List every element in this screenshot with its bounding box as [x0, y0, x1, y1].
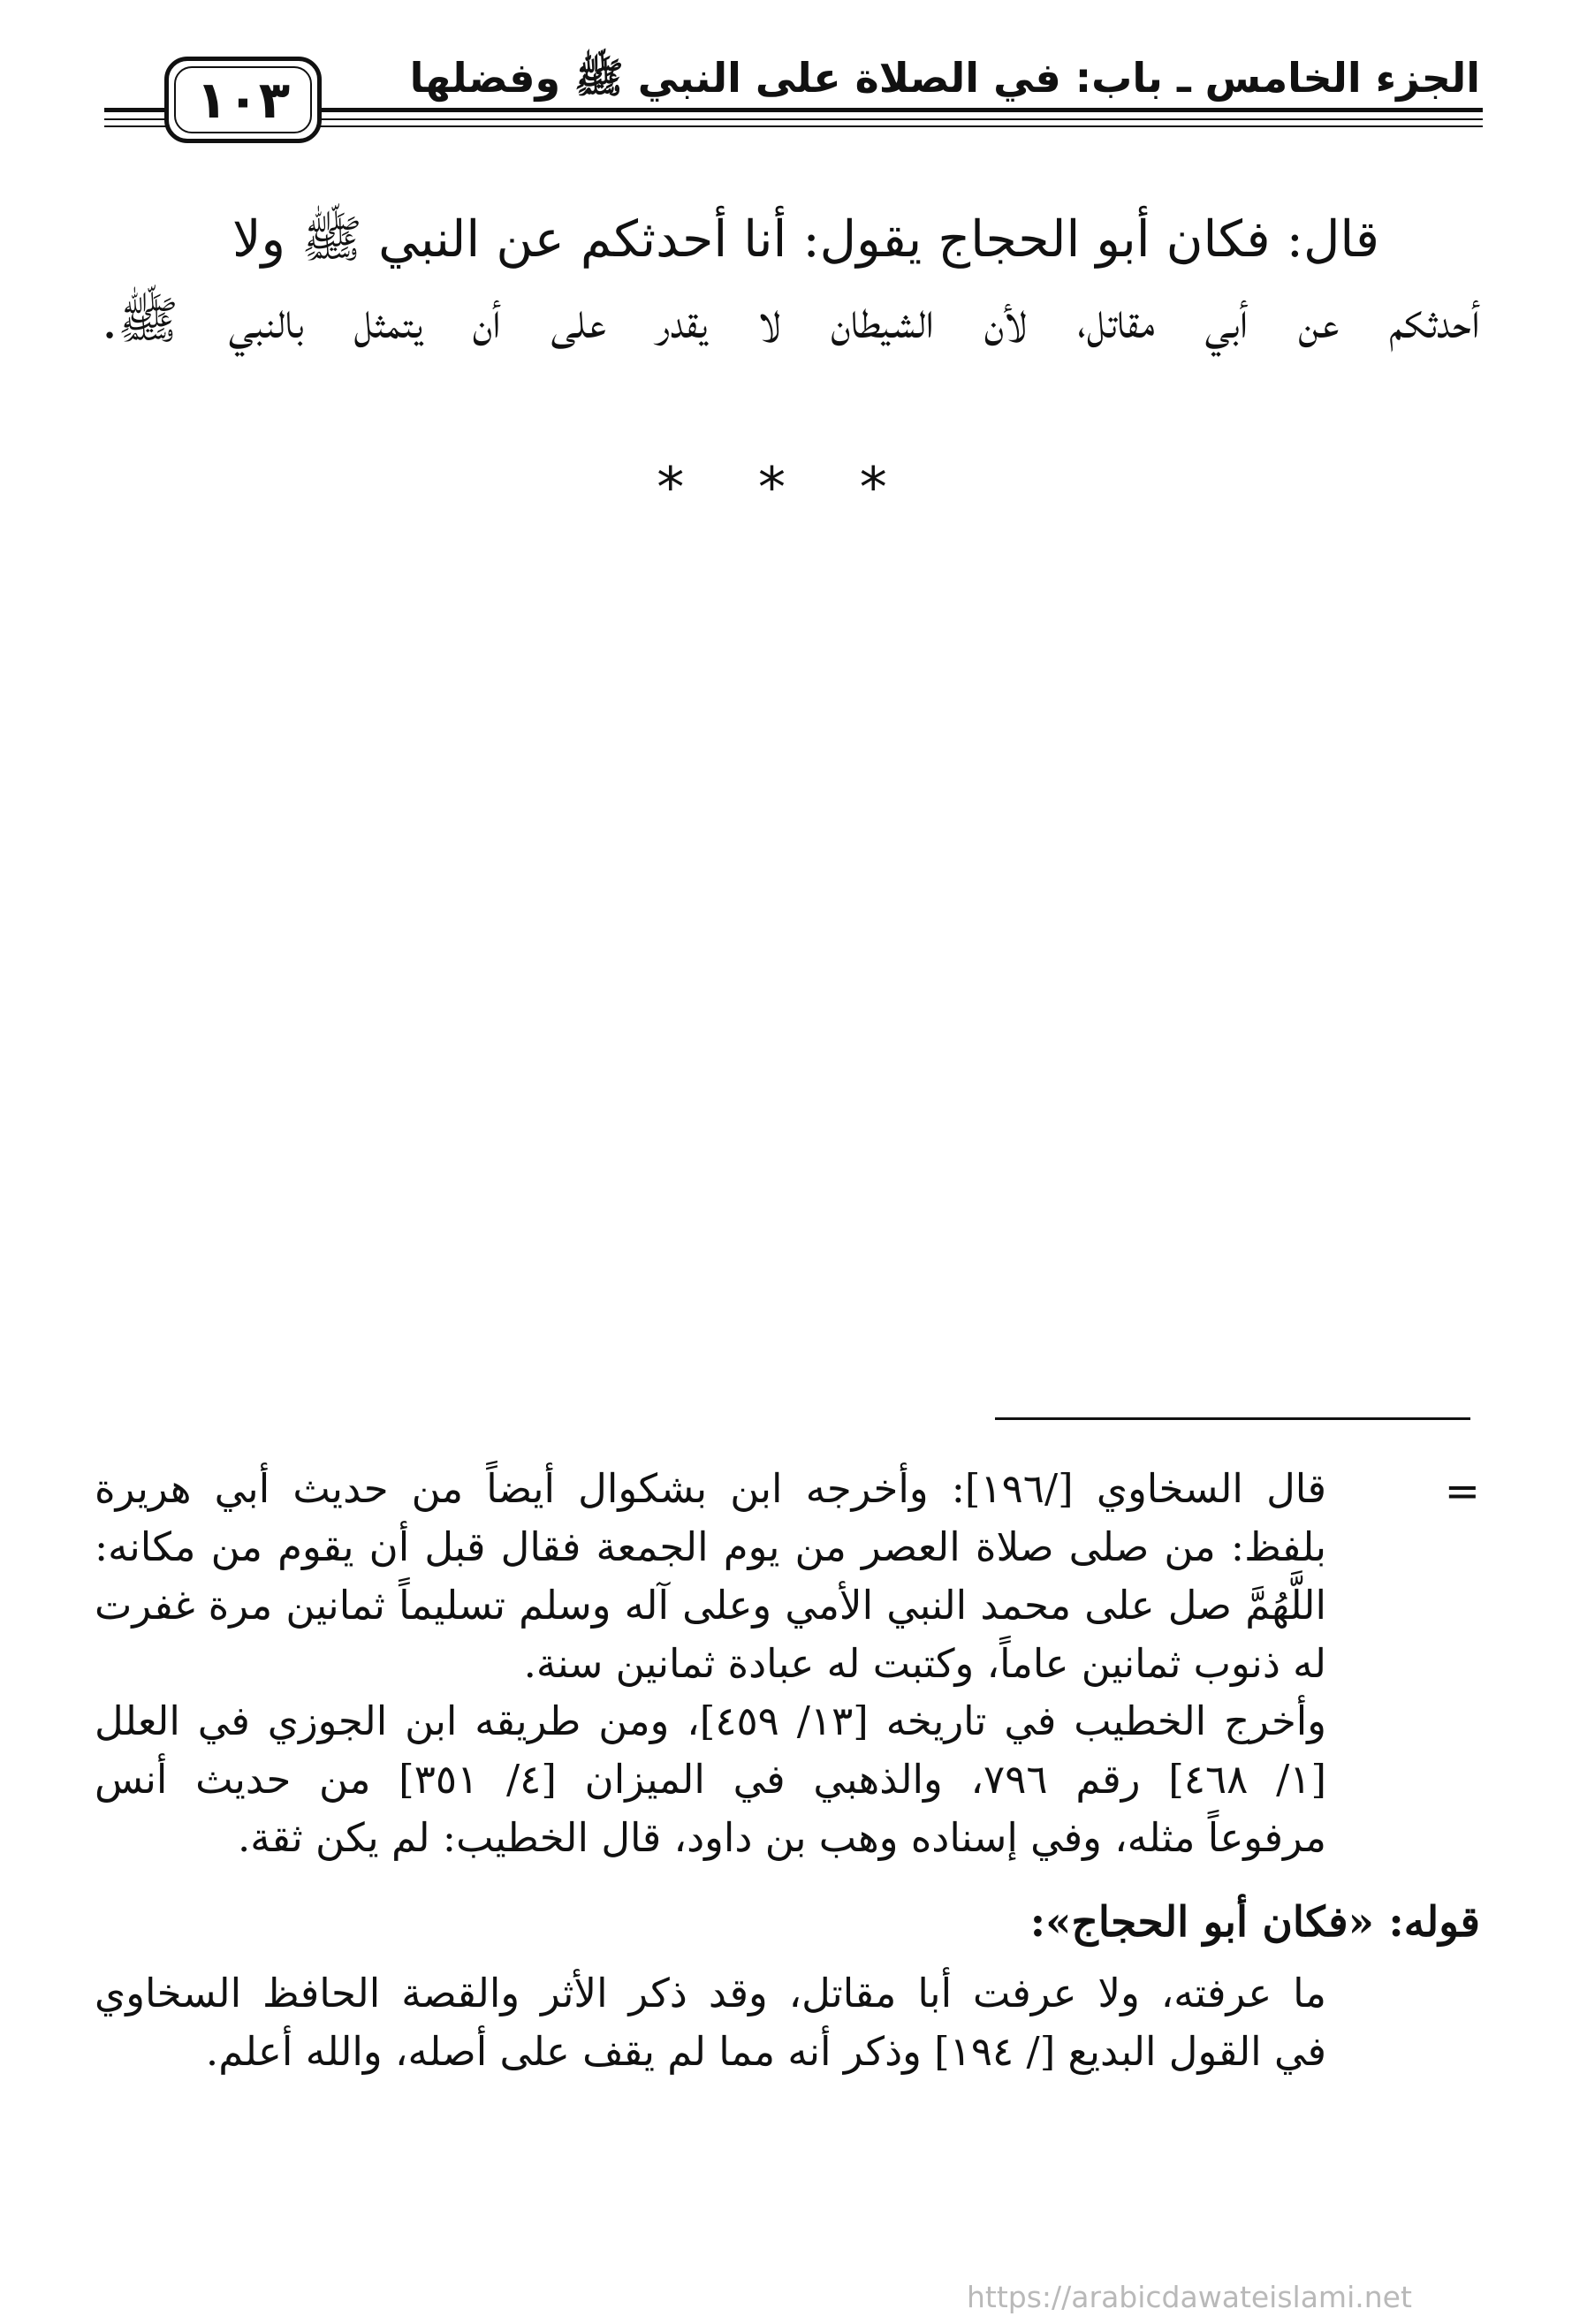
footnote-line: مرفوعاً مثله، وفي إسناده وهب بن داود، قال الخطيب: لم يكن ثقة.: [238, 1814, 1326, 1861]
comment-line: ما عرفته، ولا عرفت أبا مقاتل، وقد ذكر الأثر والقصة الحافظ السخاوي: [95, 1970, 1326, 2016]
footnote-separator: [995, 1417, 1470, 1420]
footnote-line: قال السخاوي [/١٩٦]: وأخرجه ابن بشكوال أيضاً من حديث أبي هريرة: [95, 1465, 1327, 1512]
footnote-line: اللَّهُمَّ صل على محمد النبي الأمي وعلى آله وسلم تسليماً ثمانين مرة غفرت: [95, 1582, 1326, 1629]
footnote-line: بلفظ: من صلى صلاة العصر من يوم الجمعة فقال قبل أن يقوم من مكانه:: [95, 1523, 1326, 1570]
main-text-line-1: قال: فكان أبو الحجاج يقول: أنا أحدثكم عن النبي ﷺ ولا: [232, 210, 1379, 269]
watermark-url: https://arabicdawateislami.net: [967, 2280, 1412, 2314]
comment-line: في القول البديع [/ ١٩٤] وذكر أنه مما لم يقف على أصله، والله أعلم.: [205, 2028, 1326, 2075]
comment-label: قوله: «فكان أبو الحجاج»:: [1029, 1898, 1480, 1947]
footnote-line: له ذنوب ثمانين عاماً، وكتبت له عبادة ثمانين سنة.: [523, 1640, 1326, 1687]
section-divider-asterisks: * * *: [657, 455, 915, 520]
footnote-line: [١/ ٤٦٨] رقم ٧٩٦، والذهبي في الميزان [٤/ ٣٥١] من حديث أنس: [95, 1756, 1326, 1803]
page-number-frame: [164, 57, 322, 143]
footnote-line: وأخرج الخطيب في تاريخه [١٣/ ٤٥٩]، ومن طريقه ابن الجوزي في العلل: [95, 1697, 1327, 1744]
main-text-line-2: أحدثكم عن أبي مقاتل، لأن الشيطان لا يقدر على أن يتمثل بالنبي ﷺ.: [102, 292, 1480, 350]
running-header-title: الجزء الخامس ـ باب: في الصلاة على النبي ﷺ وفضلها: [409, 54, 1480, 102]
footnote-continuation-mark: =: [1444, 1467, 1480, 1516]
page-number: ١٠٣: [174, 66, 312, 133]
